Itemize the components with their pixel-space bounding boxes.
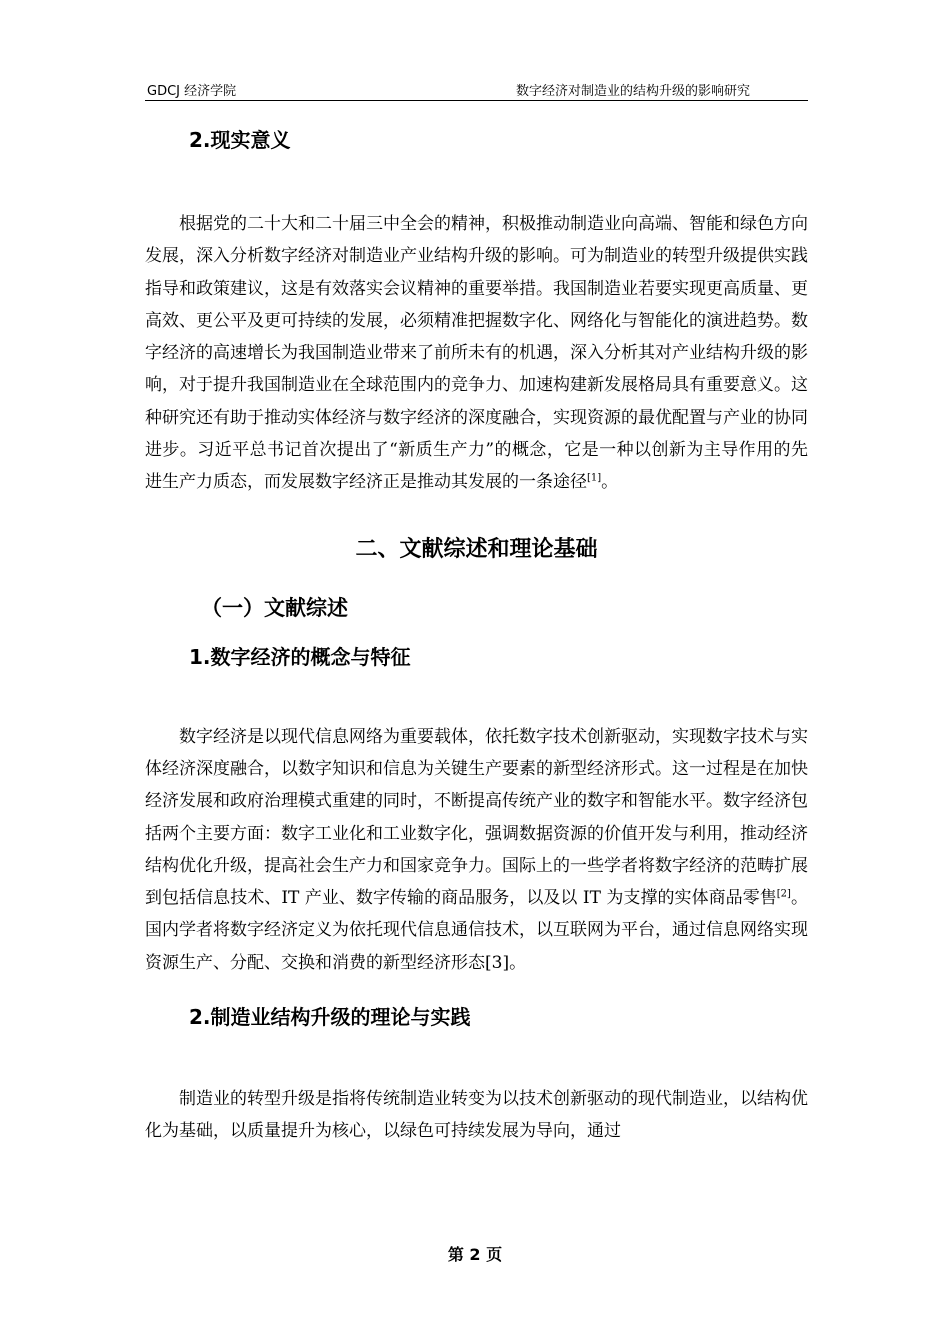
paragraph-text: 根据党的二十大和二十届三中全会的精神，积极推动制造业向高端、智能和绿色方向发展，深入分析数字经济对制造业产业结构升级的影响。可为制造业的转型升级提供实践指导和政策建议，这是有效落实会议精神的重要举措。我国制造业若要实现更高质量、更高效、更公平及更可持续的发展，必须精准把握数字化、网络化与智能化的演进趋势。数字经济的高速增长为我国制造业带来了前所未有的机遇，深入分析其对产业结构升级的影响，对于提升我国制造业在全球范围内的竞争力、加速构建新发展格局具有重要意义。这种研究还有助于推动实体经济与数字经济的深度融合，实现资源的最优配置与产业的协同进步。习近平总书记首次提出了“新质生产力”的概念，它是一种以创新为主导作用的先进生产力质态，而发展数字经济正是推动其发展的一条途径 <box>145 214 808 493</box>
citation-ref: [2] <box>776 888 791 900</box>
page-body <box>145 120 808 1148</box>
header-institution: GDCJ 经济学院 <box>147 84 237 99</box>
paragraph-manufacturing-upgrade: 制造业的转型升级是指将传统制造业转变为以技术创新驱动的现代制造业，以结构优化为基础，以质量提升为核心，以绿色可持续发展为导向，通过 <box>145 1089 808 1142</box>
section-heading-digital-economy: 1.数字经济的概念与特征 <box>189 644 411 669</box>
page-number: 第 2 页 <box>447 1245 503 1264</box>
citation-ref: [1] <box>587 472 602 484</box>
paragraph-text-end: 。 <box>601 472 619 493</box>
section-heading-practical-significance: 2.现实意义 <box>189 128 291 152</box>
paragraph-practical-significance <box>145 208 808 499</box>
chapter-heading: 二、文献综述和理论基础 <box>355 536 598 562</box>
page-header <box>145 78 808 101</box>
header-title: 数字经济对制造业的结构升级的影响研究 <box>515 84 750 99</box>
subsection-heading-literature-review: （一）文献综述 <box>201 595 348 620</box>
paragraph-text-end: 。国内学者将数字经济定义为依托现代信息通信技术，以互联网为平台，通过信息网络实现资源生产、分配、交换和消费的新型经济形态[3]。 <box>145 888 808 973</box>
section-heading-manufacturing-upgrade: 2.制造业结构升级的理论与实践 <box>189 1005 471 1030</box>
paragraph-digital-economy <box>145 721 808 979</box>
paragraph-text: 数字经济是以现代信息网络为重要载体，依托数字技术创新驱动，实现数字技术与实体经济深度融合，以数字知识和信息为关键生产要素的新型经济形式。这一过程是在加快经济发展和政府治理模式重建的同时，不断提高传统产业的数字和智能水平。数字经济包括两个主要方面：数字工业化和工业数字化，强调数据资源的价值开发与利用，推动经济结构优化升级，提高社会生产力和国家竞争力。国际上的一些学者将数字经济的范畴扩展到包括信息技术、IT 产业、数字传输的商品服务，以及以 IT 为支撑的实体商品零售 <box>145 726 808 909</box>
